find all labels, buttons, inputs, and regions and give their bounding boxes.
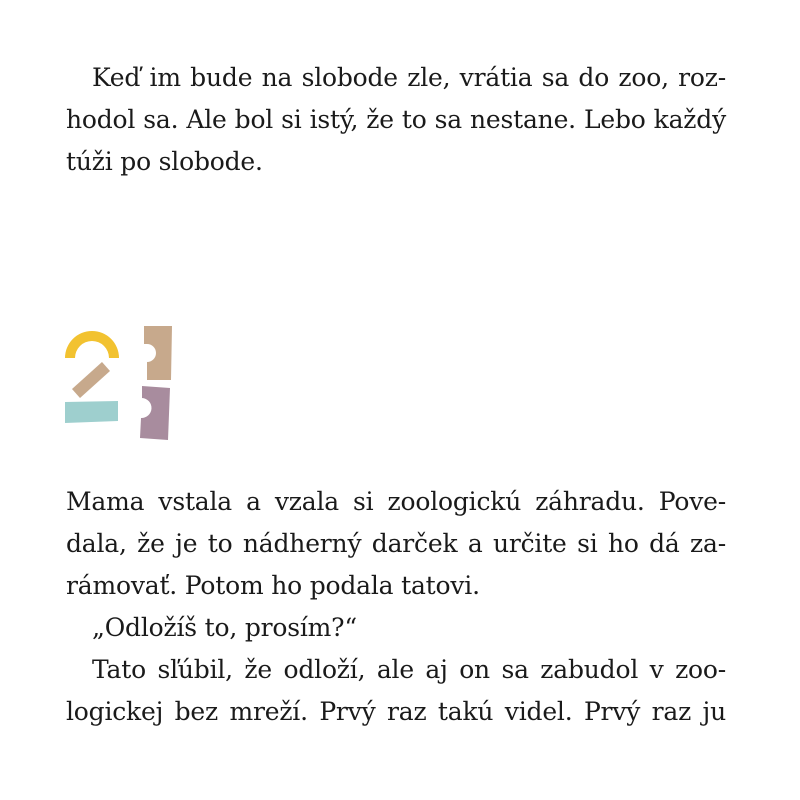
chapter-number-21-icon	[62, 322, 177, 444]
paragraph-line: Tato sľúbil, že odloží, ale aj on sa zabudol v zoo-	[92, 655, 726, 684]
paragraph-line: dala, že je to nádherný darček a určite si ho dá za-	[66, 529, 726, 558]
digit-2-base	[65, 401, 118, 423]
paragraph-line: Mama vstala a vzala si zoologickú záhradu. Pove-	[66, 487, 726, 516]
paragraph-line: hodol sa. Ale bol si istý, že to sa nestane. Lebo každý	[66, 105, 726, 134]
digit-1-upper	[144, 326, 172, 380]
paragraph-line: Keď im bude na slobode zle, vrátia sa do zoo, roz-	[92, 63, 726, 92]
paragraph-line: logickej bez mreží. Prvý raz takú videl. Prvý raz ju	[66, 697, 726, 726]
dialogue-line: „Odložíš to, prosím?“	[92, 613, 357, 642]
digit-2-top-arc	[65, 331, 119, 358]
digit-2-diagonal	[72, 362, 110, 398]
paragraph-line: rámovať. Potom ho podala tatovi.	[66, 571, 480, 600]
digit-1-lower	[140, 386, 170, 440]
paragraph-line: túži po slobode.	[66, 147, 263, 176]
